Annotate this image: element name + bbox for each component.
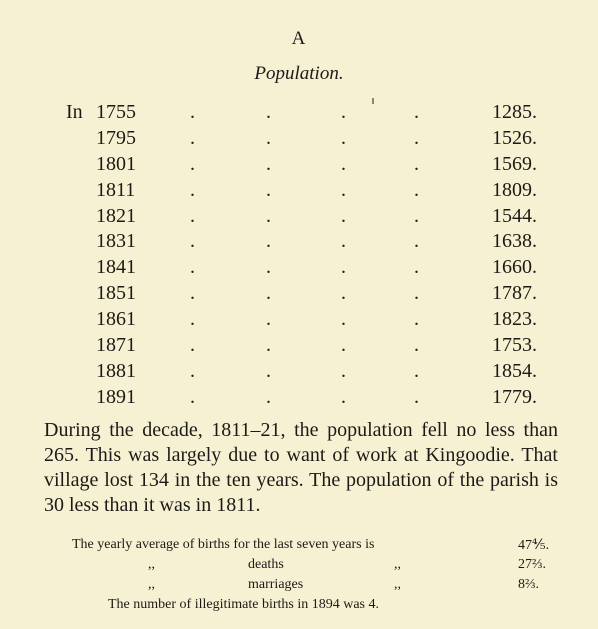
leader-dot: .	[414, 152, 419, 175]
in-prefix: In	[66, 101, 83, 123]
leader-dot: .	[414, 101, 419, 123]
population-year: 1821	[96, 204, 136, 227]
leader-dot: .	[266, 359, 271, 382]
section-title: Population.	[254, 63, 344, 84]
leader-dot: .	[414, 334, 419, 357]
population-year: 1851	[96, 282, 136, 305]
population-row	[0, 230, 598, 256]
ditto-mark: ,,	[394, 577, 401, 592]
population-year: 1795	[96, 126, 136, 149]
leader-dot: .	[266, 282, 271, 305]
population-value: 1285.	[492, 101, 537, 123]
ditto-mark: ,,	[394, 557, 401, 572]
population-row	[0, 101, 598, 127]
population-row	[0, 334, 598, 360]
illegitimate-text: The number of illegitimate births in 1894 was 4.	[108, 597, 380, 612]
leader-dot: .	[190, 230, 195, 253]
population-value: 1779.	[492, 385, 537, 408]
population-value: 1753.	[492, 334, 537, 357]
appendix-letter: A	[291, 28, 307, 49]
population-paragraph: During the decade, 1811–21, the population fell no less than 265. This was largely due to want of work at Kingoodie. That village lost 134 in the ten years. The population of the parish is 30 less than it was in 1811.	[44, 419, 558, 516]
population-year: 1811	[96, 178, 136, 201]
population-row	[0, 256, 598, 282]
leader-dot: .	[341, 359, 346, 382]
leader-dot: .	[266, 204, 271, 227]
population-value: 1854.	[492, 359, 537, 382]
population-row	[0, 308, 598, 334]
population-row	[0, 153, 598, 179]
population-table	[0, 101, 598, 412]
population-year: 1831	[96, 230, 136, 253]
ditto-mark: ,,	[148, 577, 155, 592]
population-value: 1638.	[492, 230, 537, 253]
leader-dot: .	[190, 385, 195, 408]
population-year: 1861	[96, 308, 136, 331]
leader-dot: .	[414, 385, 419, 408]
leader-dot: .	[341, 282, 346, 305]
population-year: 1871	[96, 334, 136, 357]
leader-dot: .	[341, 308, 346, 331]
population-value: 1787.	[492, 282, 537, 305]
leader-dot: .	[414, 204, 419, 227]
leader-dot: .	[341, 385, 346, 408]
leader-dot: .	[341, 256, 346, 279]
population-year: 1891	[96, 385, 136, 408]
leader-dot: .	[266, 385, 271, 408]
population-year: 1801	[96, 152, 136, 175]
leader-dot: .	[341, 230, 346, 253]
leader-dot: .	[190, 359, 195, 382]
leader-dot: .	[266, 101, 271, 123]
deaths-line	[0, 557, 598, 577]
marriages-label: marriages	[248, 577, 304, 592]
leader-dot: .	[266, 126, 271, 149]
leader-dot: .	[341, 204, 346, 227]
population-value: 1823.	[492, 308, 537, 331]
population-row	[0, 386, 598, 412]
leader-dot: .	[190, 178, 195, 201]
population-value: 1569.	[492, 152, 537, 175]
deaths-value: 27⅔.	[518, 557, 546, 572]
population-row	[0, 179, 598, 205]
leader-dot: .	[414, 308, 419, 331]
leader-dot: .	[341, 126, 346, 149]
leader-dot: .	[266, 152, 271, 175]
population-value: 1526.	[492, 126, 537, 149]
leader-dot: .	[414, 256, 419, 279]
population-year: 1755	[96, 101, 136, 123]
marriages-value: 8⅔.	[518, 577, 539, 592]
leader-dot: .	[266, 230, 271, 253]
population-row	[0, 360, 598, 386]
leader-dot: .	[190, 256, 195, 279]
leader-dot: .	[190, 204, 195, 227]
population-value: 1809.	[492, 178, 537, 201]
population-year: 1841	[96, 256, 136, 279]
leader-dot: .	[414, 126, 419, 149]
leader-dot: .	[190, 101, 195, 123]
leader-dot: .	[341, 334, 346, 357]
leader-dot: .	[341, 178, 346, 201]
illegitimate-line	[0, 597, 598, 617]
leader-dot: .	[266, 308, 271, 331]
leader-dot: .	[414, 230, 419, 253]
leader-dot: .	[190, 152, 195, 175]
marriages-line	[0, 577, 598, 597]
vital-statistics	[0, 537, 598, 617]
leader-dot: .	[341, 152, 346, 175]
population-year: 1881	[96, 359, 136, 382]
births-text: The yearly average of births for the last seven years is	[72, 537, 375, 552]
population-value: 1544.	[492, 204, 537, 227]
leader-dot: .	[190, 334, 195, 357]
births-line	[0, 537, 598, 557]
leader-dot: .	[190, 308, 195, 331]
population-value: 1660.	[492, 256, 537, 279]
leader-dot: .	[190, 282, 195, 305]
leader-dot: .	[266, 256, 271, 279]
births-value: 47⅘.	[518, 538, 550, 553]
leader-dot: .	[266, 334, 271, 357]
leader-dot: .	[341, 101, 346, 123]
ditto-mark: ,,	[148, 557, 155, 572]
leader-dot: .	[414, 178, 419, 201]
leader-dot: .	[266, 178, 271, 201]
leader-dot: .	[414, 359, 419, 382]
population-row	[0, 282, 598, 308]
deaths-label: deaths	[248, 557, 284, 572]
population-row	[0, 127, 598, 153]
leader-dot: .	[190, 126, 195, 149]
leader-dot: .	[414, 282, 419, 305]
population-row	[0, 205, 598, 231]
